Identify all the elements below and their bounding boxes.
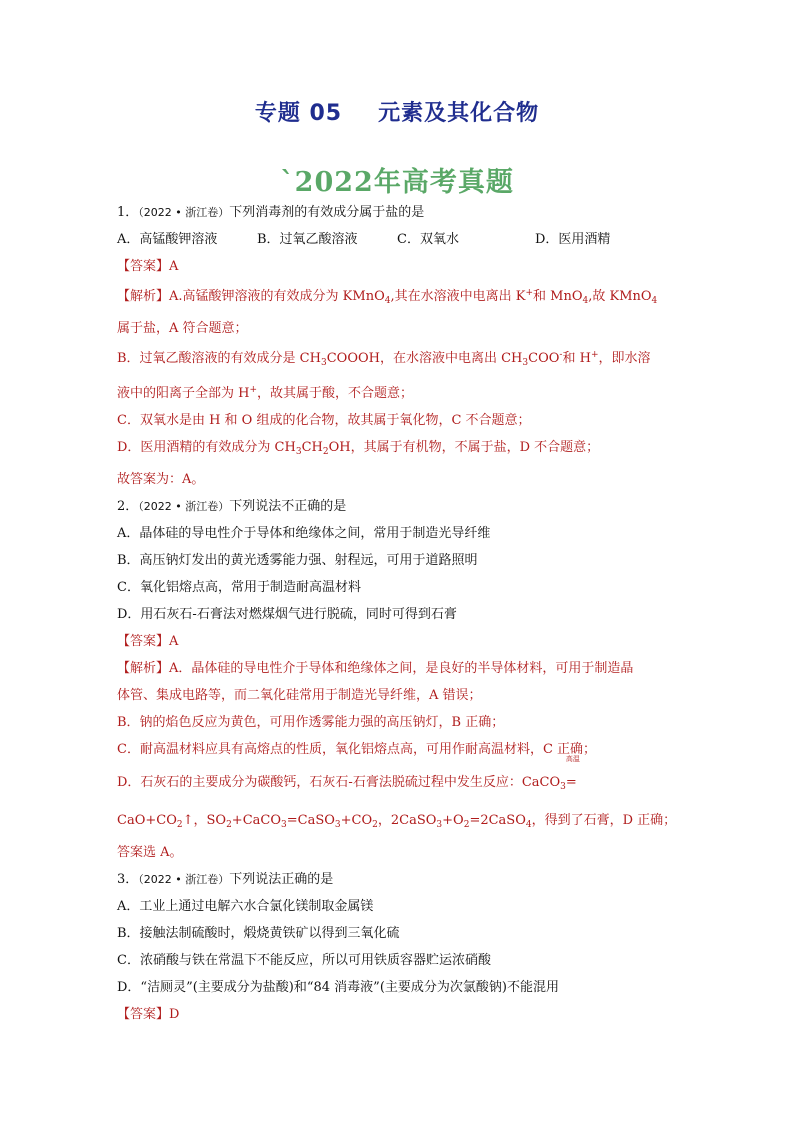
analysis-1-d: D．医用酒精的有效成分为 $CH_3CH_2OH$，其属于有机物，不属于盐，D 不合题意； [117,440,600,457]
analysis-2-equations: $CaO+CO_2↑$，$SO_2+CaCO_3=CaSO_3+CO_2$，$2CaSO_3+O_2=2CaSO_4$，得到了石膏，D 正确； [117,813,677,830]
question-source: （2022 • 浙江卷） [138,873,230,886]
question-1-options [117,226,682,253]
question-number: 1． [117,205,139,220]
question-1 [117,199,682,226]
option-d: D．医用酒精 [535,232,611,247]
conclusion-2: 答案选 A。 [117,845,183,860]
option-d: D．“洁厕灵”(主要成分为盐酸)和“84 消毒液”(主要成分为次氯酸钠)不能混用 [117,980,559,995]
answer-value: A [169,259,179,274]
topic-number: 专题 05 [254,101,343,126]
question-source: （2022 • 浙江卷） [138,206,230,219]
analysis-1-c: C．双氧水是由 H 和 O 组成的化合物，故其属于氧化物，C 不合题意； [117,413,531,428]
reaction-condition: 高温 = [565,755,580,790]
question-stem: 下列消毒剂的有效成分属于盐的是 [229,205,425,220]
answer-2: 【答案】A [117,634,179,649]
option-c: C．浓硝酸与铁在常温下不能反应，所以可用铁质容器贮运浓硝酸 [117,953,491,968]
content [117,199,682,1028]
analysis-1-b-cont: 液中的阳离子全部为 H+，故其属于酸，不合题意； [117,385,414,401]
option-c: C．氧化铝熔点高，常用于制造耐高温材料 [117,580,361,595]
answer-3: 【答案】D [117,1007,180,1022]
option-a: A．晶体硅的导电性介于导体和绝缘体之间，常用于制造光导纤维 [117,526,491,541]
option-d: D．用石灰石-石膏法对燃煤烟气进行脱硫，同时可得到石膏 [117,607,457,622]
answer-value: D [169,1007,180,1022]
analysis-1-b: B．过氧乙酸溶液的有效成分是 $CH_3COOOH$，在水溶液中电离出 $CH_3COO^-$和 H+，即水溶 [117,350,651,368]
analysis-2-d: D．石灰石的主要成分为碳酸钙，石灰石-石膏法脱硫过程中发生反应：CaCO$_3$ 高温 = [117,769,682,801]
page-title [0,96,794,127]
question-source: （2022 • 浙江卷） [138,500,230,513]
analysis-1-a: 【解析】A.高锰酸钾溶液的有效成分为 KMnO$_4$,其在水溶液中电离出 K+和 MnO$_4$,故 KMnO$_4$ [117,288,658,306]
analysis-1-a-cont: 属于盐，A 符合题意； [117,321,248,336]
answer-value: A [169,634,179,649]
analysis-2-a-cont: 体管、集成电路等，而二氧化硅常用于制造光导纤维，A 错误； [117,688,482,703]
question-stem: 下列说法不正确的是 [229,499,347,514]
topic-name: 元素及其化合物 [378,101,540,126]
question-2 [117,493,682,520]
question-number: 3． [117,872,139,887]
option-b: B．高压钠灯发出的黄光透雾能力强、射程远，可用于道路照明 [117,553,478,568]
option-a: A．工业上通过电解六水合氯化镁制取金属镁 [117,899,374,914]
conclusion-1: 故答案为：A。 [117,472,205,487]
question-stem: 下列说法正确的是 [229,872,334,887]
option-b: B．过氧乙酸溶液 [257,232,358,247]
analysis-2-c: C．耐高温材料应具有高熔点的性质，氧化铝熔点高，可用作耐高温材料，C 正确； [117,742,597,757]
analysis-2-a: 【解析】A．晶体硅的导电性介于导体和绝缘体之间，是良好的半导体材料，可用于制造晶 [117,661,634,676]
section-banner: `2022年高考真题 [280,167,514,198]
option-b: B．接触法制硫酸时，煅烧黄铁矿以得到三氧化硫 [117,926,400,941]
option-a: A．高锰酸钾溶液 [117,232,218,247]
question-number: 2． [117,499,139,514]
question-3 [117,866,682,893]
answer-1: 【答案】A [117,259,179,274]
option-c: C．双氧水 [397,232,459,247]
analysis-2-b: B．钠的焰色反应为黄色，可用作透雾能力强的高压钠灯，B 正确； [117,715,505,730]
